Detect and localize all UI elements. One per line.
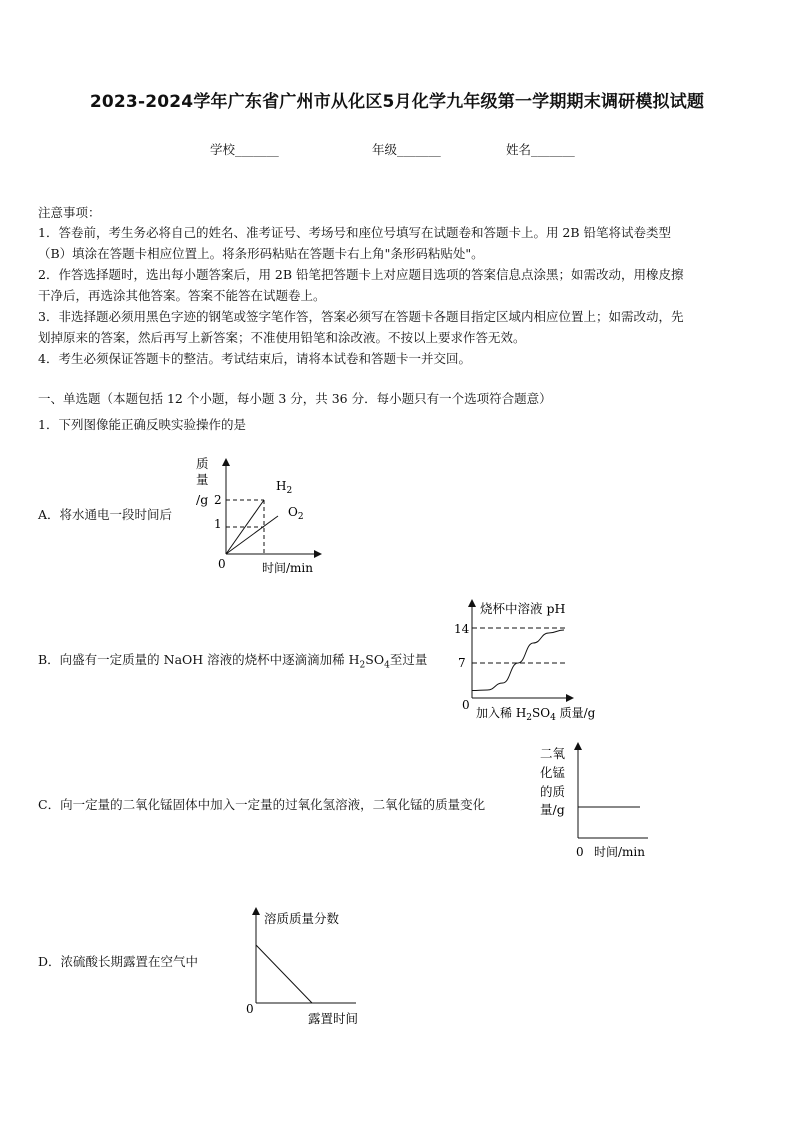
chart-b-origin: 0	[462, 698, 470, 712]
chart-b	[450, 595, 620, 723]
notice-line: 干净后，再选涂其他答案。答案不能答在试题卷上。	[38, 288, 326, 303]
notice-line: （B）填涂在答题卡相应位置上。将条形码粘贴在答题卡右上角"条形码粘贴处"。	[38, 246, 484, 261]
name-field: 姓名_______	[506, 142, 575, 157]
chart-c-ylabel-3: 的质	[540, 784, 566, 799]
chart-a-xlabel: 时间/min	[262, 561, 313, 575]
grade-field: 年级_______	[372, 142, 441, 157]
chart-a-series-h2	[226, 500, 264, 554]
option-d-text: D．浓硫酸长期露置在空气中	[38, 954, 199, 969]
chart-b-series-ph	[472, 630, 564, 691]
chart-d-series	[256, 945, 312, 1003]
chart-a-ylabel-2: 量	[196, 472, 209, 487]
notice-line: 4．考生必须保证答题卡的整洁。考试结束后，请将本试卷和答题卡一并交回。	[38, 351, 471, 366]
question-stem: 1．下列图像能正确反映实验操作的是	[38, 417, 246, 432]
chart-c-origin: 0	[576, 845, 584, 859]
chart-a	[190, 450, 340, 580]
chart-d-origin: 0	[246, 1002, 254, 1016]
chart-a-ytick-2: 2	[214, 493, 222, 507]
notice-heading: 注意事项：	[38, 205, 101, 220]
chart-c-ylabel-1: 二氧	[540, 746, 566, 761]
chart-b-ytick-7: 7	[458, 656, 466, 670]
notice-line: 1．答卷前，考生务必将自己的姓名、准考证号、考场号和座位号填写在试题卷和答题卡上。用 2B 铅笔将试卷类型	[38, 225, 672, 240]
notice-line: 3．非选择题必须用黑色字迹的钢笔或签字笔作答，答案必须写在答题卡各题目指定区域内相应位置上；如需改动，先	[38, 309, 684, 324]
chart-a-origin: 0	[218, 557, 226, 571]
chart-c-ylabel-4: 量/g	[540, 802, 565, 817]
chart-b-xlabel: 加入稀 $H_2SO_4$ 质量/g	[476, 706, 596, 723]
section-heading: 一、单选题（本题包括 12 个小题，每小题 3 分，共 36 分．每小题只有一个选项符合题意）	[38, 391, 552, 406]
chart-a-ylabel-3: /g	[196, 492, 209, 507]
option-a-text: A．将水通电一段时间后	[38, 507, 173, 522]
chart-a-ytick-1: 1	[214, 517, 222, 531]
school-field: 学校_______	[210, 142, 279, 157]
chart-c	[536, 740, 666, 865]
chart-d	[240, 905, 390, 1030]
option-b-text: B．向盛有一定质量的 NaOH 溶液的烧杯中逐滴滴加稀 $H_2SO_4$至过量	[38, 652, 428, 671]
chart-a-label-h2: $H_2$	[276, 479, 293, 496]
chart-b-ylabel: 烧杯中溶液 pH	[480, 601, 566, 616]
chart-c-ylabel-2: 化锰	[540, 765, 566, 780]
notice-line: 2．作答选择题时，选出每小题答案后，用 2B 铅笔把答题卡上对应题目选项的答案信息点涂黑；如需改动，用橡皮擦	[38, 267, 684, 282]
chart-a-ylabel-1: 质	[196, 456, 209, 471]
page-title: 2023-2024学年广东省广州市从化区5月化学九年级第一学期期末调研模拟试题	[89, 92, 705, 112]
chart-a-series-o2	[226, 516, 278, 554]
chart-a-label-o2: $O_2$	[288, 505, 304, 522]
chart-c-xlabel: 时间/min	[594, 845, 645, 859]
chart-d-ylabel: 溶质质量分数	[264, 911, 340, 926]
chart-d-xlabel: 露置时间	[308, 1011, 359, 1026]
notice-line: 划掉原来的答案，然后再写上新答案；不准使用铅笔和涂改液。不按以上要求作答无效。	[38, 330, 526, 345]
option-c-text: C．向一定量的二氧化锰固体中加入一定量的过氧化氢溶液，二氧化锰的质量变化	[38, 797, 486, 812]
chart-b-ytick-14: 14	[454, 622, 470, 636]
